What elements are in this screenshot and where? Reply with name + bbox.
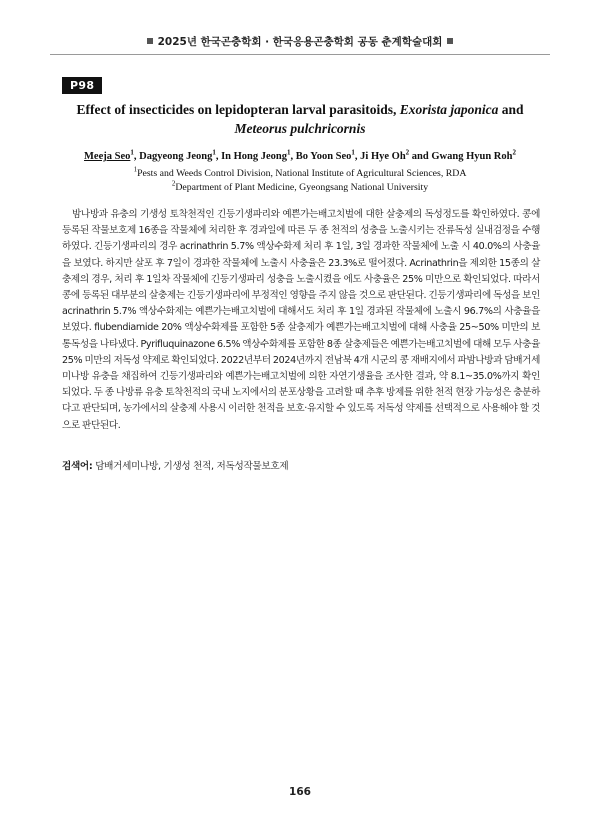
author-separator: , — [133, 151, 140, 162]
affiliation-2 — [40, 179, 560, 193]
author-separator: and — [409, 151, 432, 162]
paper-title — [62, 100, 538, 138]
title-and: and — [498, 102, 524, 117]
running-header-text: 2025년 한국곤충학회 · 한국응용곤충학회 공동 춘계학술대회 — [157, 36, 443, 48]
affiliation-mark: 2 — [171, 179, 176, 188]
author-affiliation-mark: 2 — [512, 148, 516, 157]
title-species-1: Exorista japonica — [399, 102, 499, 117]
affiliation-mark: 1 — [133, 165, 138, 174]
running-header — [50, 34, 550, 55]
author-affiliation-mark: 1 — [130, 148, 134, 157]
abstract — [62, 207, 540, 434]
author-name: Ji Hye Oh — [360, 151, 406, 162]
author-separator: , — [354, 151, 361, 162]
author-name: In Hong Jeong — [221, 151, 288, 162]
author-affiliation-mark: 2 — [405, 148, 410, 157]
keywords-text: 담배거세미나방, 기생성 천적, 저독성작물보호제 — [95, 461, 289, 472]
author-affiliation-mark: 1 — [351, 148, 355, 157]
title-species-2: Meteorus pulchricornis — [234, 121, 366, 136]
author-list — [40, 148, 560, 162]
affiliation-text: Department of Plant Medicine, Gyeongsang National University — [175, 182, 429, 193]
keywords — [62, 458, 540, 472]
square-bullet-icon — [447, 38, 453, 44]
author-affiliation-mark: 1 — [212, 148, 216, 157]
author-name: Meeja Seo — [84, 151, 131, 162]
keywords-label: 검색어: — [62, 461, 93, 472]
affiliation-text: Pests and Weeds Control Division, National Institute of Agricultural Sciences, RDA — [137, 168, 467, 179]
abstract-paragraph: 밤나방과 유충의 기생성 토착천적인 긴등기생파리와 예쁜가는배고치벌에 대한 살충제의 독성정도를 확인하였다. 콩에 등록된 작물보호제 16종을 작물체에 처리한 후 경과일에 따른 두 종 천적의 성충을 노출시키는 잔류독성 실내검정을 수행하였다. 긴등기생파리의 경우 acrinathrin 5.7% 액상수화제 처리 후 1일, 3일 경과한 작물체에 노출 시 40.0%의 사충율을 보였다. 하지만 살포 후 7일이 경과한 작물체에 노출시 사충율은 23.3%로 떨어졌다. Acrinathrin을 제외한 15종의 살충제의 경우, 처리 후 1일차 작물체에 긴등기생파리 성충을 노출시켰을 에도 사충율은 25% 미만으로 확인되었다. 따라서 콩에 등록된 대부분의 살충제는 긴등기생파리에 부정적인 영향을 주지 않을 것으로 판단된다. 긴등기생파리에 독성을 보인 acrinathrin 5.7% 액상수화제는 예쁜가는배고치벌에 대해서도 처리 후 1일 경과된 작물체에 노출시 96.7%의 사충율을 보였다. flubendiamide 20% 액상수화제를 포함한 5종 살충제가 예쁜가는배고치벌에 대해 사충율 25~50% 미만의 보통독성을 나타냈다. Pyrifluquinazone 6.5% 액상수화제를 포함한 8종 살충제들은 예쁜가는배고치벌에 대해 모두 사충율 25% 미만의 저독성 약제로 확인되었다. 2022년부터 2024년까지 전남북 4개 시군의 콩 재배지에서 파밤나방과 담배거세미나방 유충을 채집하여 긴등기생파리와 예쁜가는배고치벌에 의한 자연기생율을 조사한 결과, 약 8.1~35.0%까지 확인되었다. 두 종 나방류 유충 토착천적의 국내 노지에서의 분포상황을 고려할 때 추후 방제를 위한 천적 현장 가능성은 충분하다고 판단되며, 농가에서의 살충제 사용시 이러한 천적을 보호·유지할 수 있도록 저독성 약제를 선택적으로 사용해야 할 것으로 판단된다. — [62, 209, 540, 431]
page-number: 166 — [289, 786, 311, 798]
author-separator: , — [215, 151, 222, 162]
author-name: Dagyeong Jeong — [139, 151, 213, 162]
author-affiliation-mark: 1 — [287, 148, 291, 157]
author-name: Bo Yoon Seo — [295, 151, 352, 162]
square-bullet-icon — [147, 38, 153, 44]
affiliation-1 — [40, 165, 560, 179]
poster-number-badge: P98 — [62, 77, 102, 94]
title-text: Effect of insecticides on lepidopteran larval parasitoids, — [76, 102, 400, 117]
author-separator: , — [290, 151, 296, 162]
author-name: Gwang Hyun Roh — [431, 151, 513, 162]
